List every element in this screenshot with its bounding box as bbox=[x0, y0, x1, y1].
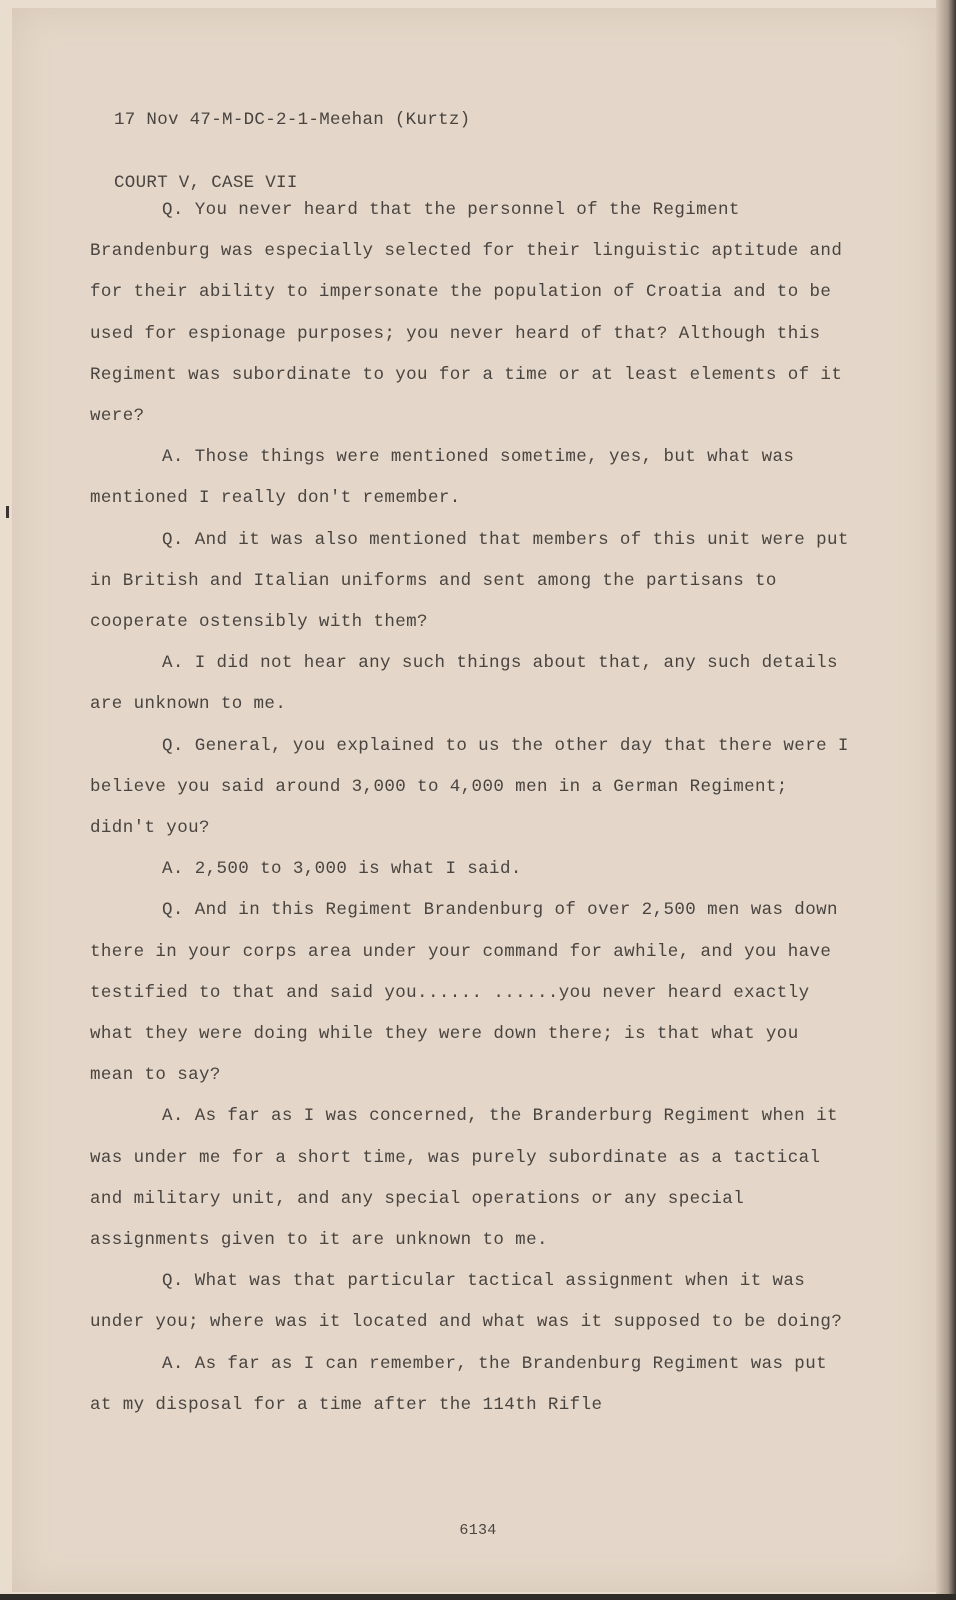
page-bottom-edge bbox=[0, 1594, 956, 1600]
margin-mark bbox=[6, 506, 9, 518]
transcript-body bbox=[90, 190, 850, 1426]
transcript-paragraph: Q. And it was also mentioned that members of this unit were put in British and Italian uniforms and sent among the partisans to cooperate ostensibly with them? bbox=[90, 529, 849, 633]
transcript-paragraph: Q. And in this Regiment Brandenburg of over 2,500 men was down there in your corps area under your command for awhile, and you have testified to that and said you...... ......you never heard exactly what they were doing while they were down there; is that what you mean to say? bbox=[90, 900, 838, 1086]
page-edge-shadow bbox=[936, 0, 956, 1600]
header-court-line: COURT V, CASE VII bbox=[114, 173, 298, 193]
transcript-paragraph: A. As far as I was concerned, the Branderburg Regiment when it was under me for a short time, was purely subordinate as a tactical and military unit, and any special operations or any special assignments given to it are unknown to me. bbox=[90, 1106, 838, 1251]
transcript-paragraph: Q. What was that particular tactical assignment when it was under you; where was it located and what was it supposed to be doing? bbox=[90, 1271, 843, 1333]
transcript-paragraph: Q. You never heard that the personnel of the Regiment Brandenburg was especially selected for their linguistic aptitude and for their ability to impersonate the population of Croatia and to be used for espionage purposes; you never heard of that? Although this Regiment was subordinate to you for a time or at least elements of it were? bbox=[90, 200, 843, 427]
transcript-paragraph: A. 2,500 to 3,000 is what I said. bbox=[162, 859, 522, 880]
transcript-paragraph: A. As far as I can remember, the Brandenburg Regiment was put at my disposal for a time after the 114th Rifle bbox=[90, 1353, 828, 1415]
header-reference-line: 17 Nov 47-M-DC-2-1-Meehan (Kurtz) bbox=[114, 110, 471, 130]
transcript-paragraph: Q. General, you explained to us the other day that there were I believe you said around 3,000 to 4,000 men in a German Regiment; didn't you? bbox=[90, 735, 849, 839]
page-number: 6134 bbox=[459, 1522, 497, 1539]
transcript-paragraph: A. I did not hear any such things about that, any such details are unknown to me. bbox=[90, 653, 838, 715]
transcript-paragraph: A. Those things were mentioned sometime, yes, but what was mentioned I really don't remember. bbox=[90, 447, 795, 509]
